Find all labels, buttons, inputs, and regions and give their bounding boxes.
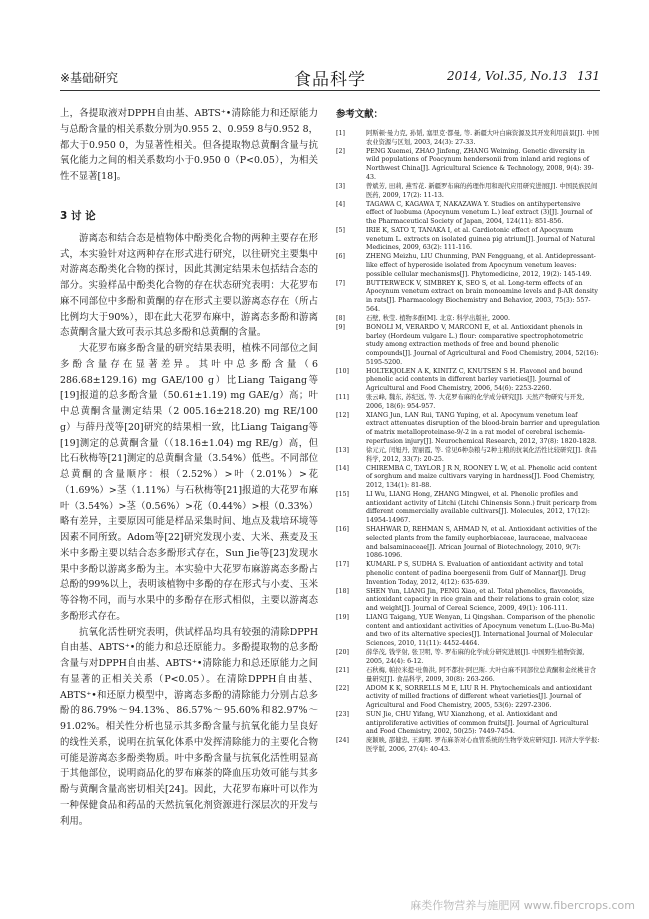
reference-text: CHIREMBA C, TAYLOR J R N, ROONEY L W, et al. Phenolic acid content of sorghum and maize cultivars varying in hardness[J]. Food Chemistry, 2012, 134(1): 81-88.: [366, 464, 598, 489]
reference-item: [336, 588, 600, 614]
reference-text: ADOM K K, SORRELLS M E, LIU R H. Phytochemicals and antioxidant activity of milled fractions of different wheat varieties[J]. Journal of Agricultural and Food Chemistry, 2005, 53(6): 2297-2306.: [366, 684, 593, 709]
reference-number: [9]: [336, 323, 345, 331]
spacer: [60, 185, 318, 201]
reference-item: [336, 465, 600, 491]
reference-item: [336, 280, 600, 315]
paragraph-discussion-1: 游离态和结合态是植物体中酚类化合物的两种主要存在形式，本实验针对这两种存在形式进行研究，以往研究主要集中对游离态酚类化合物的探讨，因此其测定结果未包括结合态的部分。实验样品中酚类化合物的存在状态研究表明：大花罗布麻不同部位中多酚和黄酮的存在形式主要以游离态存在（所占比例均大于90%），即在此大花罗布麻中，游离态多酚和游离态黄酮含量大致可表示其总多酚和总黄酮的含量。: [60, 232, 318, 339]
reference-item: [336, 394, 600, 411]
reference-text: 阿斯顿·曼力克, 孙韬, 塞里克·都曼, 等. 新疆大叶白麻资源及其开发利用前景[J]. 中国农业资源与区划, 2003, 24(3): 27-33.: [366, 130, 599, 146]
reference-text: SHEN Yun, LIANG Jin, PENG Xiao, et al. Total phenolics, flavonoids, antioxidant capacity in rice grain and their relations to grain color, size and weight[J]. Journal of Cereal Science, 2009, 49(1): 106-111.: [366, 587, 595, 613]
reference-item: [336, 711, 600, 737]
reference-item: [336, 491, 600, 526]
reference-number: [2]: [336, 147, 345, 155]
reference-text: PENG Xuemei, ZHAO Jinfeng, ZHANG Weiming. Genetic diversity in wild populations of Poacynum hendersonii from inland arid regions of Northwest China[J]. Agricultural Science & Technology, 2008, 9(4): 39-43.: [366, 147, 594, 181]
reference-text: KUMARL P S, SUDHA S. Evaluation of antioxidant activity and total phenolic content of padina boergesenii from Gulf of Mannar[J]. Drug Invention Today, 2012, 4(12): 635-639.: [366, 561, 586, 586]
reference-number: [8]: [336, 314, 345, 322]
reference-item: [336, 324, 600, 368]
reference-number: [20]: [336, 649, 349, 657]
reference-number: [14]: [336, 464, 349, 472]
reference-text: 石壁, 秋莹. 植物多酚[M]. 北京: 科学出版社, 2000.: [366, 314, 510, 322]
reference-text: BONOLI M, VERARDO V, MARCONI E, et al. Antioxidant phenols in barley (Hordeum vulgare L.) flour: comparative spectrophotometric study among extraction methods of free and bound phenolic compounds[J]. Journal of Agricultural and Food Chemistry, 2004, 52(16): 5195-5200.: [366, 323, 599, 366]
right-column: [336, 106, 600, 755]
reference-number: [3]: [336, 182, 345, 190]
reference-item: [336, 561, 600, 587]
reference-text: 庞颖映, 邵健忠, 王海明. 罗布麻茶对心血管系统的生物学效应研究[J]. 同济大学学报: 医学版, 2006, 27(4): 40-43.: [366, 737, 600, 754]
reference-number: [4]: [336, 200, 345, 208]
reference-text: IRIE K, SATO T, TANAKA I, et al. Cardiotonic effect of Apocynum venetum L. extracts on isolated guinea pig atrium[J]. Journal of Natural Medicines, 2009, 63(2): 111-116.: [366, 226, 596, 252]
reference-item: [336, 315, 600, 324]
reference-number: [11]: [336, 394, 349, 402]
reference-item: [336, 685, 600, 711]
paragraph-discussion-3: 抗氧化活性研究表明，供试样品均具有较强的清除DPPH自由基、ABTS⁺•的能力和总还原能力。多酚提取物的总多酚含量与对DPPH自由基、ABTS⁺•清除能力和总还原能力之间有显著的正相关关系（P<0.05）。在清除DPPH自由基、ABTS⁺•和还原力模型中，游离态多酚的清除能力分别占总多酚的86.79%～94.13%、86.57%～95.60%和82.97%～91.02%。相关性分析也显示其多酚含量与抗氧化能力呈良好的线性关系，说明在抗氧化体系中发挥清除能力的主要化合物可能是游离态多酚类物质。叶中多酚含量与抗氧化活性明显高于其他部位，说明商品化的罗布麻茶的降血压功效可能与其多酚与黄酮含量高密切相关[24]。因此，大花罗布麻叶可以作为一种保健食品和药品的天然抗氧化剂资源进行深层次的开发与利用。: [60, 626, 318, 827]
reference-item: [336, 183, 600, 200]
reference-number: [15]: [336, 490, 349, 498]
reference-number: [22]: [336, 684, 349, 692]
reference-text: BUTTERWECK V, SIMBREY K, SEO S, et al. Long-term effects of an Apocynum venetum extract on brain monoamine levels and β-AR density in rats[J]. Pharmacology Biochemistry and Behavior, 2003, 75(3): 557-564.: [366, 279, 598, 313]
reference-text: 徐元元, 闰旭丹, 贺丽霞, 等. 常见6种杂粮与2种主粮的抗氧化活性比较研究[J]. 食品科学, 2012, 33(7): 20-25.: [366, 446, 597, 463]
reference-item: [336, 649, 600, 666]
reference-item: [336, 227, 600, 253]
reference-text: XIANG Jun, LAN Rui, TANG Yuping, et al. Apocynum venetum leaf extract attenuates disruption of the blood-brain barrier and upregulation of matrix metalloproteinase-9/-2 in a rat model of cerebral ischemia-reperfusion injury[J]. Neurochemical Research, 2012, 37(8): 1820-1828.: [366, 411, 600, 445]
reference-number: [19]: [336, 614, 349, 622]
issue-info: [447, 69, 600, 83]
paragraph-results-end: 上，各提取液对DPPH自由基、ABTS⁺•清除能力和还原能力与总酚含量的相关系数分别为0.955 2、0.959 8与0.952 8，都大于0.950 0，为显著性相关。但各提取物总黄酮含量与抗氧化能力之间的相关系数均小于0.950 0（P<0.05），为相关性不显著[18]。: [60, 108, 318, 182]
reference-text: SUN Jie, CHU Yifang, WU Xianzhong, et al. Antioxidant and antiproliferative activities of common fruits[J]. Journal of Agricultural and Food Chemistry, 2002, 50(25): 7449-7454.: [366, 710, 589, 736]
left-column: [60, 106, 318, 829]
paragraph-discussion-2: 大花罗布麻多酚含量的研究结果表明，植株不同部位之间多酚含量存在显著差异。其叶中总多酚含量（6 286.68±129.16) mg GAE/100 g）比Liang Taigang等[19]报道的总多酚含量（50.61±1.19) mg GAE/g）高；叶中总黄酮含量测定结果（2 005.16±218.20) mg RE/100 g）与薛丹茂等[20]研究的结果相一致，比Liang Taigang等[19]测定的总黄酮含量（（18.16±1.04) mg RE/g）高，但比石秋梅等[21]测定的总黄酮含量（3.54%）低些。不同部位总黄酮的含量顺序：根（2.52%）>叶（2.01%）>花（1.69%）>茎（1.11%）与石秋梅等[21]报道的大花罗布麻叶（3.54%）>茎（0.56%）>花（0.44%）>根（0.33%）略有差异，主要原因可能是样品采集时间、地点及栽培环境等因素不同所致。Adom等[22]研究发现小麦、大米、燕麦及玉米中多酚主要以结合态多酚形式存在，Sun Jie等[23]发现水果中多酚以游离多酚为主。本实验中大花罗布麻游离态多酚占总酚的99%以上，表明该植物中多酚的存在形式与小麦、玉米等谷物不同，而与水果中的多酚存在形式相似，主要以游离态多酚形式存在。: [60, 343, 318, 622]
reference-item: [336, 130, 600, 147]
reference-text: HOLTEKJOLEN A K, KINITZ C, KNUTSEN S H. Flavonol and bound phenolic acid contents in different barley varieties[J]. Journal of Agricultural and Food Chemistry, 2006, 54(6): 2253-2260.: [366, 367, 583, 393]
reference-number: [12]: [336, 411, 349, 419]
reference-item: [336, 667, 600, 684]
reference-number: [10]: [336, 367, 349, 375]
reference-item: [336, 526, 600, 561]
reference-text: TAGAWA C, KAGAWA T, NAKAZAWA Y. Studies on antihypertensive effect of luobuma (Apocynum venetum L.) leaf extract (3)[J]. Journal of the Pharmaceutical Society of Japan, 2004, 124(11): 851-856.: [366, 200, 593, 225]
reference-list: [336, 130, 600, 755]
reference-number: [18]: [336, 587, 349, 595]
section-label: ※基础研究: [60, 71, 119, 85]
journal-title: 食品科学: [294, 70, 366, 90]
reference-item: [336, 368, 600, 394]
reference-number: [21]: [336, 666, 349, 674]
reference-number: [1]: [336, 130, 345, 137]
reference-text: ZHENG Meizhu, LIU Chunming, PAN Fengguang, et al. Antidepressant-like effect of hyperoside isolated from Apocynum venetum leaves: possible cellular mechanisms[J]. Phytomedicine, 2012, 19(2): 145-149.: [366, 253, 596, 278]
header-rule: [60, 90, 600, 91]
watermark: 麻类作物营养与施肥网 www.fibercrops.com: [410, 899, 635, 912]
reference-number: [6]: [336, 253, 345, 261]
reference-text: 石秋梅, 帕拉米提·吐鲁洪, 阿不都拉·阿巴斯. 大叶白麻不同部位总黄酮和金丝桃苷含量研究[J]. 食品科学, 2009, 30(8): 263-266.: [366, 666, 597, 683]
reference-number: [24]: [336, 737, 349, 745]
reference-text: 曾斌芳, 田莉, 燕雪花. 新疆罗布麻的药理作用和现代应用研究进展[J]. 中国民族民间医药, 2009, 17(2): 11-13.: [366, 182, 598, 199]
reference-item: [336, 148, 600, 183]
reference-number: [16]: [336, 526, 349, 534]
page-number: 131: [577, 69, 600, 83]
issue-volume: 2014, Vol.35, No.13: [446, 69, 568, 83]
reference-number: [5]: [336, 226, 345, 234]
reference-text: 张云峰, 魏东, 苏纪远, 等. 大花罗布麻的化学成分研究[J]. 天然产物研究与开发, 2006, 18(6): 954-957.: [366, 394, 585, 410]
reference-text: LIANG Taigang, YUE Wenyan, Li Qingshan. Comparison of the phenolic content and antioxidant activities of Apocynum venetum L.(Luo-Bu-Ma) and two of its alternative species[J]. International Journal of Molecular Sciences, 2010, 11(11): 4452-4464.: [366, 614, 595, 648]
page-header: [60, 67, 600, 89]
reference-item: [336, 412, 600, 447]
references-heading: 参考文献：: [336, 109, 383, 120]
reference-number: [7]: [336, 279, 345, 287]
reference-item: [336, 201, 600, 227]
reference-item: [336, 614, 600, 649]
reference-number: [23]: [336, 710, 349, 718]
reference-number: [13]: [336, 446, 349, 454]
reference-item: [336, 447, 600, 464]
reference-number: [17]: [336, 561, 349, 569]
reference-item: [336, 253, 600, 279]
reference-text: SHAHWAR D, REHMAN S, AHMAD N, et al. Antioxidant activities of the selected plants from the family euphorbiaceae, lauraceae, malvaceae and balsaminaceae[J]. African Journal of Biotechnology, 2010, 9(7): 1086-1096.: [366, 526, 597, 560]
section-heading-discussion: 3 讨 论: [60, 209, 96, 222]
reference-text: 薛华茂, 钱学射, 张卫明, 等. 罗布麻的化学成分研究进展[J]. 中国野生植物资源, 2005, 24(4): 6-12.: [366, 649, 585, 665]
reference-text: LI Wu, LIANG Hong, ZHANG Mingwei, et al. Phenolic profiles and antioxidant activity of Litchi (Litchi Chinensis Sonn.) fruit pericarp from different commercially available cultivars[J]. Molecules, 2012, 17(12): 14954-14967.: [366, 490, 597, 525]
reference-item: [336, 737, 600, 754]
